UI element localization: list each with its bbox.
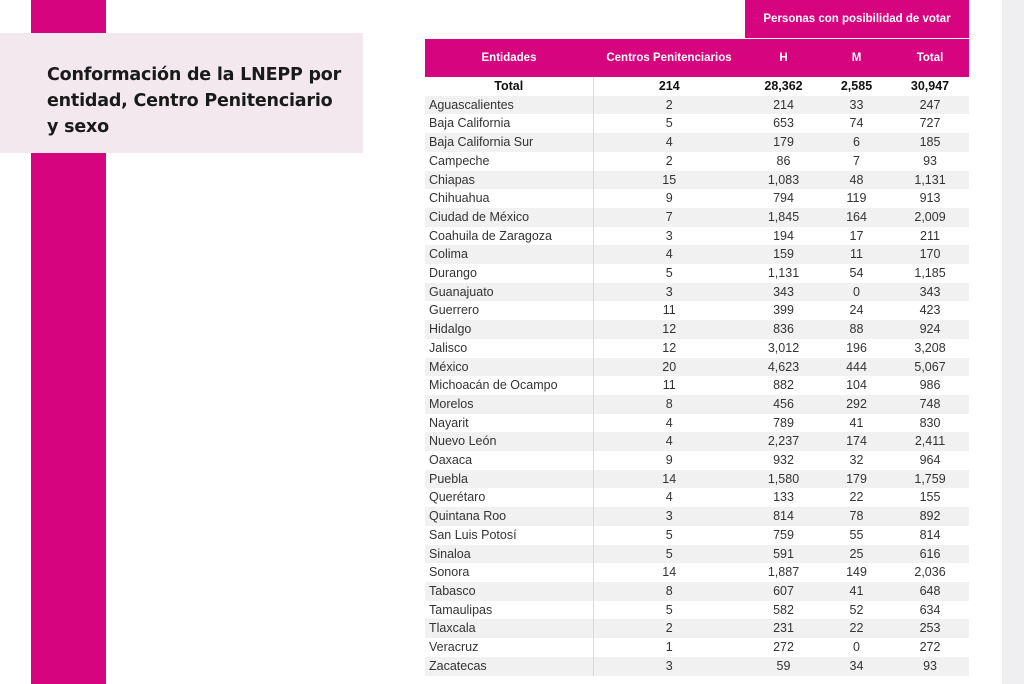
cell-entidad: Campeche: [429, 153, 490, 168]
cell-m: 55: [849, 527, 864, 542]
cell-h: 582: [773, 602, 794, 617]
cell-total: 93: [891, 657, 969, 676]
cell-total: 986: [919, 378, 941, 393]
cell-h: 814: [745, 507, 822, 526]
cell-m: 78: [822, 507, 891, 526]
cell-total: 1,185: [914, 266, 946, 281]
cell-total: 748: [891, 395, 969, 414]
cell-m: 174: [822, 432, 891, 451]
cell-m: 444: [822, 358, 891, 377]
cell-total: 814: [919, 527, 941, 542]
cell-h: 932: [773, 453, 794, 468]
cell-entidad: San Luis Potosí: [429, 527, 517, 542]
cell-h: 836: [745, 320, 822, 339]
cell-centros: 5: [593, 526, 745, 545]
header-centros: Centros Penitenciarios: [593, 39, 745, 78]
cell-h: 214: [745, 96, 822, 115]
cell-h: 1,845: [745, 208, 822, 227]
cell-h: 759: [773, 527, 794, 542]
cell-entidad: Querétaro: [429, 490, 486, 505]
table-row: [425, 488, 969, 507]
cell-m: 74: [849, 116, 864, 131]
cell-total: 924: [891, 320, 969, 339]
table-row: [425, 395, 969, 414]
table-row: [425, 283, 969, 302]
cell-centros: 5: [593, 264, 745, 283]
cell-entidad: Aguascalientes: [425, 96, 593, 115]
table-row: [425, 264, 969, 283]
cell-entidad: Sinaloa: [425, 545, 593, 564]
cell-m: 25: [822, 545, 891, 564]
cell-centros: 4: [593, 414, 745, 433]
cell-centros: 14: [593, 470, 745, 489]
data-table: [425, 0, 969, 676]
cell-h: 194: [773, 228, 794, 243]
header-entidades: Entidades: [425, 39, 593, 78]
cell-entidad: Colima: [425, 245, 593, 264]
cell-entidad: Puebla: [425, 470, 593, 489]
cell-h: 456: [745, 395, 822, 414]
cell-centros: 14: [593, 563, 745, 582]
cell-total: 211: [920, 228, 940, 243]
cell-centros: 15: [593, 171, 745, 190]
cell-centros: 5: [593, 601, 745, 620]
cell-centros: 4: [593, 133, 745, 152]
cell-total: 1,131: [891, 171, 969, 190]
cell-entidad: Hidalgo: [425, 320, 593, 339]
cell-total: 185: [891, 133, 969, 152]
table-row: [425, 507, 969, 526]
table-row: [425, 470, 969, 489]
cell-entidad: Durango: [429, 266, 477, 281]
cell-entidad: Michoacán de Ocampo: [429, 378, 558, 393]
cell-h: 59: [745, 657, 822, 676]
cell-h: 1,887: [767, 565, 800, 580]
cell-centros: 7: [593, 208, 745, 227]
table-row: [425, 451, 969, 470]
table-row: [425, 339, 969, 358]
cell-entidad: Guanajuato: [425, 283, 593, 302]
cell-h: 272: [773, 640, 794, 655]
cell-entidad: Zacatecas: [425, 657, 593, 676]
cell-centros: 4: [593, 245, 745, 264]
cell-centros: 5: [593, 545, 745, 564]
cell-centros: 3: [593, 283, 745, 302]
cell-centros: 12: [593, 320, 745, 339]
table-row: [425, 320, 969, 339]
cell-m: 22: [849, 490, 864, 505]
cell-m: 149: [846, 565, 867, 580]
table-row: [425, 301, 969, 320]
cell-h: 28,362: [745, 77, 822, 96]
cell-entidad: Guerrero: [429, 303, 480, 318]
cell-total: 964: [919, 453, 941, 468]
cell-m: 196: [846, 340, 867, 355]
cell-m: 0: [853, 640, 860, 655]
header-total: Total: [891, 39, 969, 78]
cell-entidad: Coahuila de Zaragoza: [429, 228, 552, 243]
cell-centros: 1: [593, 638, 745, 657]
table-row: [425, 563, 969, 582]
cell-m: 88: [822, 320, 891, 339]
cell-centros: 2: [593, 152, 745, 171]
table-row: [425, 245, 969, 264]
cell-h: 86: [776, 153, 791, 168]
cell-total: 170: [891, 245, 969, 264]
cell-m: 164: [822, 208, 891, 227]
cell-total: 343: [891, 283, 969, 302]
cell-m: 24: [849, 303, 864, 318]
cell-m: 22: [822, 619, 891, 638]
cell-centros: 8: [593, 582, 745, 601]
cell-centros: 12: [593, 339, 745, 358]
cell-h: 343: [745, 283, 822, 302]
cell-h: 231: [745, 619, 822, 638]
cell-m: 179: [822, 470, 891, 489]
table-row: [425, 638, 969, 657]
cell-m: 52: [849, 602, 864, 617]
cell-h: 1,083: [745, 171, 822, 190]
table-row: [425, 152, 969, 171]
table-row-total: [425, 77, 969, 96]
cell-total: 634: [919, 602, 941, 617]
cell-h: 789: [773, 415, 794, 430]
cell-total: 913: [919, 191, 941, 206]
table-body: [425, 77, 969, 676]
cell-centros: 20: [593, 358, 745, 377]
cell-h: 653: [773, 116, 794, 131]
cell-h: 2,237: [745, 432, 822, 451]
cell-entidad: Baja California Sur: [425, 133, 593, 152]
cell-centros: 214: [593, 77, 745, 96]
header-group-personas: Personas con posibilidad de votar: [745, 0, 969, 39]
cell-total: 2,036: [914, 565, 946, 580]
cell-total: 648: [891, 582, 969, 601]
table-row: [425, 582, 969, 601]
table-row: [425, 657, 969, 676]
cell-entidad: Morelos: [425, 395, 593, 414]
cell-m: 292: [822, 395, 891, 414]
cell-total: 247: [891, 96, 969, 115]
header-spacer: [425, 0, 745, 39]
cell-total: 830: [919, 415, 941, 430]
cell-m: 7: [853, 153, 860, 168]
cell-m: 11: [822, 245, 891, 264]
cell-entidad: México: [425, 358, 593, 377]
table-row: [425, 619, 969, 638]
cell-total: 2,009: [891, 208, 969, 227]
cell-centros: 4: [593, 432, 745, 451]
cell-total: 1,759: [891, 470, 969, 489]
cell-centros: 2: [593, 619, 745, 638]
cell-h: 794: [773, 191, 794, 206]
cell-entidad: Ciudad de México: [425, 208, 593, 227]
cell-total: 2,411: [891, 432, 969, 451]
cell-m: 6: [822, 133, 891, 152]
table-row: [425, 227, 969, 246]
right-margin: [1002, 0, 1024, 684]
cell-entidad: Quintana Roo: [425, 507, 593, 526]
cell-h: 3,012: [767, 340, 800, 355]
table-row: [425, 545, 969, 564]
cell-entidad: Oaxaca: [429, 453, 473, 468]
cell-m: 41: [849, 415, 864, 430]
cell-h: 179: [745, 133, 822, 152]
cell-centros: 8: [593, 395, 745, 414]
cell-total: 5,067: [891, 358, 969, 377]
cell-entidad: Chiapas: [425, 171, 593, 190]
cell-centros: 9: [593, 451, 745, 470]
cell-total: 423: [919, 303, 941, 318]
cell-m: 104: [846, 378, 867, 393]
cell-m: 48: [822, 171, 891, 190]
table-row: [425, 376, 969, 395]
cell-h: 1,580: [745, 470, 822, 489]
cell-entidad: Sonora: [429, 565, 470, 580]
cell-total: 155: [919, 490, 941, 505]
table-row: [425, 114, 969, 133]
cell-m: 32: [849, 453, 864, 468]
cell-centros: 11: [593, 301, 745, 320]
table-row: [425, 96, 969, 115]
cell-centros: 3: [593, 657, 745, 676]
table-row: [425, 189, 969, 208]
cell-centros: 9: [593, 189, 745, 208]
cell-h: 133: [773, 490, 794, 505]
cell-h: 159: [745, 245, 822, 264]
cell-entidad: Baja California: [429, 116, 511, 131]
cell-centros: 2: [593, 96, 745, 115]
cell-entidad: Jalisco: [429, 340, 468, 355]
table-container: [425, 0, 969, 676]
cell-centros: 4: [593, 488, 745, 507]
cell-entidad: Chihuahua: [429, 191, 490, 206]
cell-m: 54: [849, 266, 864, 281]
cell-total: 272: [919, 640, 941, 655]
table-row: [425, 133, 969, 152]
cell-h: 591: [745, 545, 822, 564]
title-box: [0, 33, 363, 153]
cell-entidad: Total: [425, 77, 593, 96]
cell-total: 3,208: [914, 340, 946, 355]
cell-m: 33: [822, 96, 891, 115]
cell-total: 30,947: [891, 77, 969, 96]
table-row: [425, 526, 969, 545]
cell-m: 2,585: [822, 77, 891, 96]
table-row: [425, 171, 969, 190]
cell-entidad: Nuevo León: [425, 432, 593, 451]
cell-total: 727: [919, 116, 941, 131]
page-title: Conformación de la LNEPP por entidad, Centro Penitenciario y sexo: [47, 65, 342, 137]
cell-centros: 11: [593, 376, 745, 395]
table-row: [425, 601, 969, 620]
cell-h: 1,131: [767, 266, 800, 281]
cell-total: 253: [891, 619, 969, 638]
cell-entidad: Nayarit: [429, 415, 469, 430]
cell-centros: 3: [593, 227, 745, 246]
cell-entidad: Veracruz: [429, 640, 479, 655]
cell-m: 34: [822, 657, 891, 676]
cell-m: 119: [846, 191, 867, 206]
table-row: [425, 414, 969, 433]
cell-total: 892: [891, 507, 969, 526]
table-row: [425, 208, 969, 227]
cell-m: 41: [822, 582, 891, 601]
cell-total: 93: [923, 153, 937, 168]
cell-centros: 3: [593, 507, 745, 526]
header-h: H: [745, 39, 822, 78]
cell-h: 882: [773, 378, 794, 393]
cell-m: 0: [822, 283, 891, 302]
cell-entidad: Tabasco: [425, 582, 593, 601]
cell-h: 4,623: [745, 358, 822, 377]
cell-h: 607: [745, 582, 822, 601]
header-m: M: [822, 39, 891, 78]
cell-m: 17: [849, 228, 864, 243]
cell-total: 616: [891, 545, 969, 564]
cell-centros: 5: [593, 114, 745, 133]
cell-entidad: Tamaulipas: [429, 602, 493, 617]
cell-h: 399: [773, 303, 794, 318]
table-row: [425, 358, 969, 377]
table-row: [425, 432, 969, 451]
cell-entidad: Tlaxcala: [425, 619, 593, 638]
